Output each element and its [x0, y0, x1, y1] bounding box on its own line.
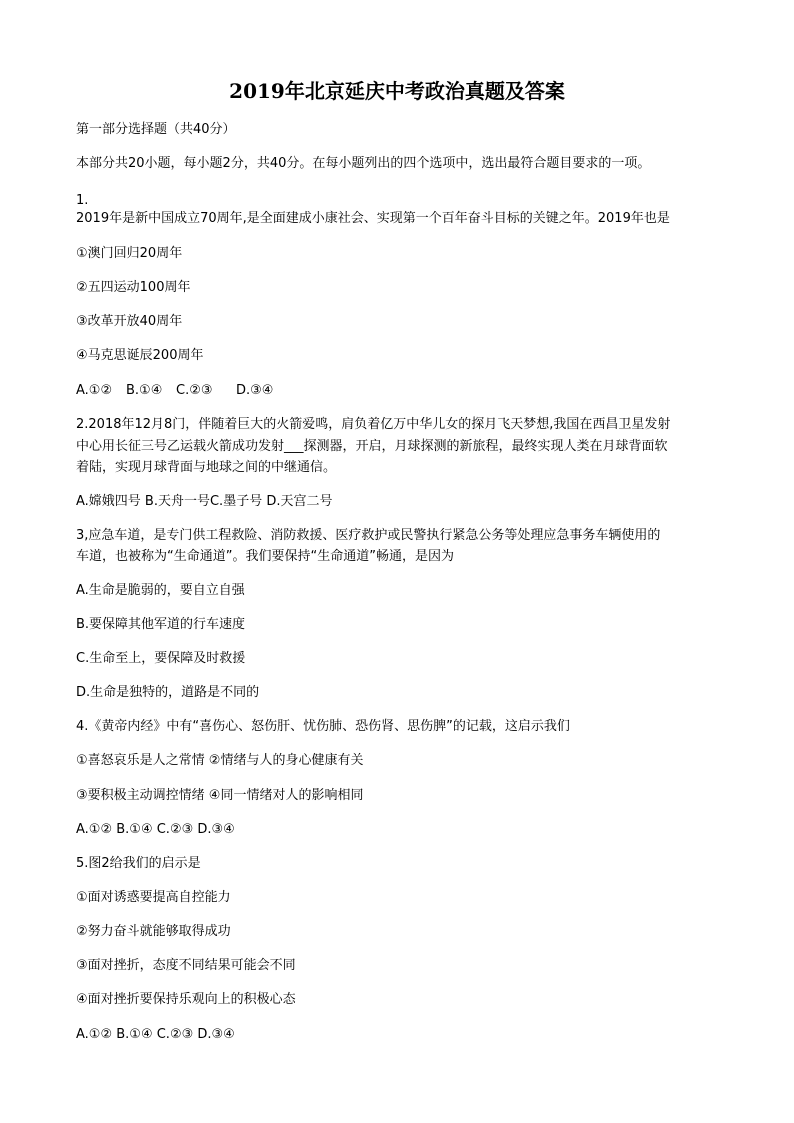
answer-item: ④面对挫折要保持乐观向上的积极心态	[76, 992, 296, 1007]
option-a: A.①②	[76, 383, 113, 398]
answer-item: ③面对挫折，态度不同结果可能会不同	[76, 958, 296, 973]
answer-item: ①面对诱惑要提高自控能力	[76, 890, 231, 905]
answer-item: D.生命是独特的，道路是不同的	[76, 685, 260, 700]
answer-item: ④马克思诞辰200周年	[76, 348, 204, 363]
section-intro: 本部分共20小题，每小题2分，共40分。在每小题列出的四个选项中，选出最符合题目要求的一项。	[76, 156, 651, 171]
page-title: 2019年北京延庆中考政治真题及答案	[229, 79, 565, 103]
answer-item: ①澳门回归20周年	[76, 246, 183, 261]
question-number: 1.	[76, 193, 89, 208]
option-d: D.③④	[236, 383, 274, 398]
answer-item-pair: ①喜怒哀乐是人之常情 ②情绪与人的身心健康有关	[76, 753, 364, 768]
options-row: A.①② B.①④ C.②③ D.③④	[76, 822, 235, 837]
option-c: C.②③	[176, 383, 213, 398]
question-stem: 5.图2给我们的启示是	[76, 856, 201, 871]
answer-item: ②五四运动100周年	[76, 280, 191, 295]
answer-item: ②努力奋斗就能够取得成功	[76, 924, 231, 939]
question-stem: 车道，也被称为“生命通道”。我们要保持“生命通道”畅通，是因为	[76, 549, 454, 564]
options-row: A.嫦娥四号 B.天舟一号C.墨子号 D.天宫二号	[76, 494, 333, 509]
answer-item-pair: ③要积极主动调控情绪 ④同一情绪对人的影响相同	[76, 788, 364, 803]
options-row	[76, 382, 736, 400]
options-row: A.①② B.①④ C.②③ D.③④	[76, 1027, 235, 1042]
answer-item: ③改革开放40周年	[76, 314, 183, 329]
answer-item: C.生命至上，要保障及时救援	[76, 651, 246, 666]
question-stem: 3,应急车道，是专门供工程救险、消防救援、医疗救护或民警执行紧急公务等处理应急事务车辆使用的	[76, 528, 661, 543]
option-b: B.①④	[126, 383, 163, 398]
question-stem: 2019年是新中国成立70周年,是全面建成小康社会、实现第一个百年奋斗目标的关键之年。2019年也是	[76, 211, 670, 226]
question-stem: 着陆，实现月球背面与地球之间的中继通信。	[76, 460, 337, 475]
question-stem: 4.《黄帝内经》中有“喜伤心、怒伤肝、忧伤肺、恐伤肾、思伤脾”的记载，这启示我们	[76, 719, 570, 734]
question-stem: 2.2018年12月8门，伴随着巨大的火箭爱鸣，肩负着亿万中华儿女的探月飞天梦想,我国在西昌卫星发射	[76, 417, 671, 432]
section-heading: 第一部分选择题（共40分）	[76, 122, 236, 137]
answer-item: B.要保障其他军道的行车速度	[76, 617, 246, 632]
question-stem: 中心用长征三号乙运载火箭成功发射___探测器，开启，月球探测的新旅程，最终实现人类在月球背面软	[76, 439, 668, 454]
answer-item: A.生命是脆弱的，要自立自强	[76, 583, 245, 598]
